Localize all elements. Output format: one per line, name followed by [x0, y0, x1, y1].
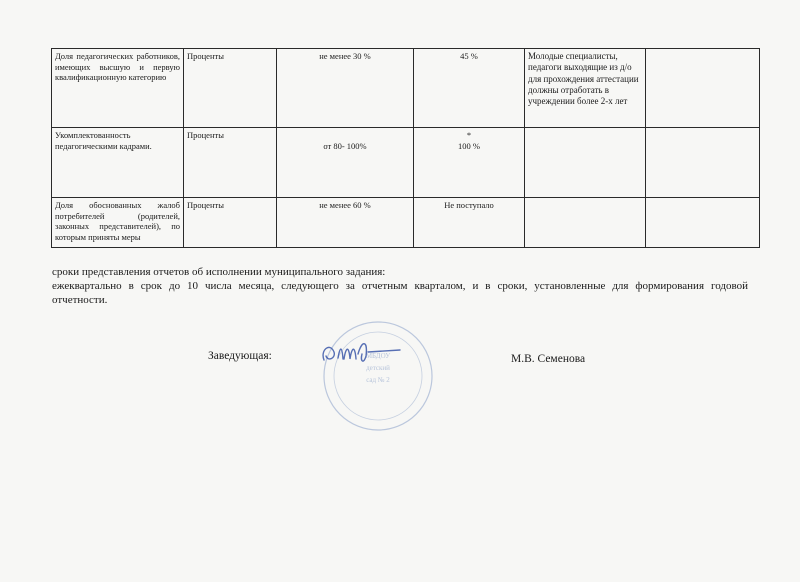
- extra-cell: [646, 49, 760, 128]
- svg-text:детский: детский: [366, 364, 390, 372]
- reason-cell: [525, 128, 646, 198]
- actual-mark: *: [466, 130, 472, 140]
- reason-cell: Молодые специалисты, педагоги выходящие из д/о для прохождения аттестации должны отработать в учреждении более 2-х лет: [525, 49, 646, 128]
- reason-cell: [525, 198, 646, 248]
- indicator-cell: Доля обоснованных жалоб потребителей (родителей, законных представителей), по которым приняты меры: [52, 198, 184, 248]
- table-row: [52, 198, 760, 248]
- unit-cell: Проценты: [184, 128, 277, 198]
- indicator-cell: Укомплектованность педагогическими кадрами.: [52, 128, 184, 198]
- actual-cell: Не поступало: [414, 198, 525, 248]
- extra-cell: [646, 198, 760, 248]
- signer-role: Заведующая:: [208, 350, 272, 362]
- svg-text:сад № 2: сад № 2: [366, 376, 390, 384]
- unit-cell: Проценты: [184, 49, 277, 128]
- handwritten-signature: [316, 332, 406, 372]
- extra-cell: [646, 128, 760, 198]
- reporting-line-1: сроки представления отчетов об исполнении муниципального задания:: [52, 266, 386, 278]
- reporting-terms: [52, 266, 748, 307]
- actual-cell: 45 %: [414, 49, 525, 128]
- actual-cell: [414, 128, 525, 198]
- table-row: [52, 128, 760, 198]
- svg-text:МБДОУ: МБДОУ: [365, 352, 391, 360]
- planned-cell: не менее 60 %: [277, 198, 414, 248]
- actual-value: 100 %: [458, 140, 480, 151]
- unit-cell: Проценты: [184, 198, 277, 248]
- reporting-line-2: ежеквартально в срок до 10 числа месяца, следующего за отчетным кварталом, и в сроки, установленные для формирования годовой: [52, 279, 748, 292]
- reporting-line-3: отчетности.: [52, 293, 108, 306]
- signer-name: М.В. Семенова: [511, 353, 586, 365]
- indicators-table: [51, 48, 760, 248]
- indicator-cell: Доля педагогических работников, имеющих высшую и первую квалификационную категорию: [52, 49, 184, 128]
- planned-cell: не менее 30 %: [277, 49, 414, 128]
- planned-cell: от 80- 100%: [277, 128, 414, 198]
- table-row: [52, 49, 760, 128]
